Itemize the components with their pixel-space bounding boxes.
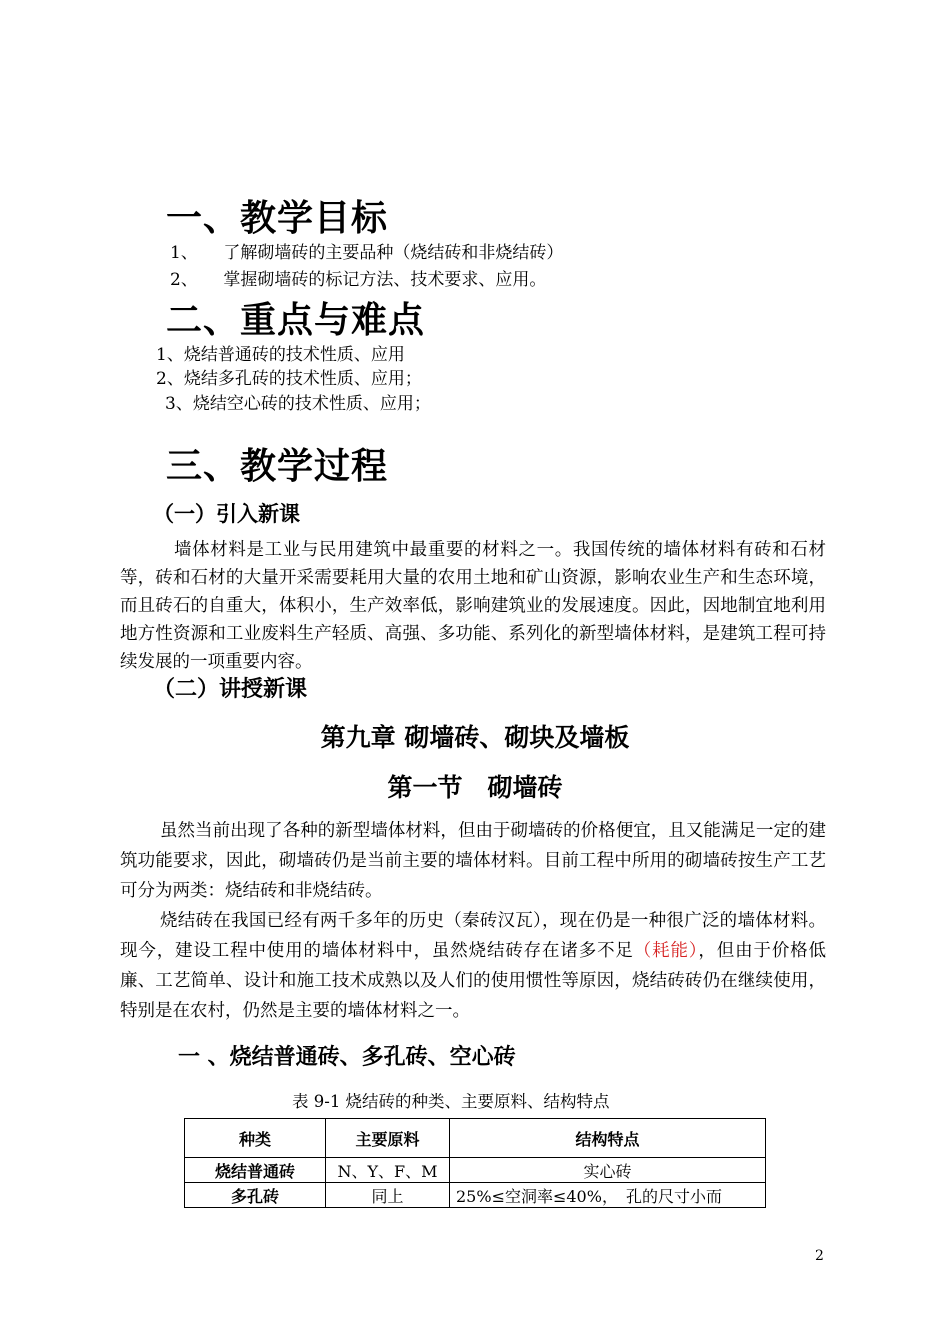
table-cell: 同上 [326, 1183, 450, 1208]
table-header-structure: 结构特点 [450, 1119, 766, 1158]
paragraph-2-text-b: ，但由于价格低廉、工艺简单、设计和施工技术成熟以及人们的使用惯性等原因，烧结砖砖仍在继续使用，特别是在农村，仍然是主要的墙体材料之一。 [120, 941, 827, 1021]
paragraph-2-highlight: （耗能） [633, 941, 699, 961]
section-3-title: 三、教学过程 [166, 446, 389, 487]
table-cell: 烧结普通砖 [185, 1158, 326, 1183]
intro-paragraph [120, 536, 826, 676]
objective-item-1: 1、 了解砌墙砖的主要品种（烧结砖和非烧结砖） [170, 243, 564, 263]
objective-item-2: 2、 掌握砌墙砖的标记方法、技术要求、应用。 [170, 270, 547, 290]
table-cell: 25%≤空洞率≤40%， 孔的尺寸小而 [450, 1183, 766, 1208]
table-cell: 实心砖 [450, 1158, 766, 1183]
table-row [185, 1183, 766, 1208]
intro-paragraph-text: 墙体材料是工业与民用建筑中最重要的材料之一。我国传统的墙体材料有砖和石材等，砖和石材的大量开采需要耗用大量的农用土地和矿山资源，影响农业生产和生态环境，而且砖石的自重大，体积小，生产效率低，影响建筑业的发展速度。因此，因地制宜地利用地方性资源和工业废料生产轻质、高强、多功能、系列化的新型墙体材料，是建筑工程可持续发展的一项重要内容。 [120, 540, 826, 672]
subheading-intro: （一）引入新课 [153, 502, 300, 526]
paragraph-2 [120, 906, 826, 1026]
chapter-title: 第九章 砌墙砖、砌块及墙板 [320, 723, 630, 752]
paragraph-1-text: 虽然当前出现了各种的新型墙体材料，但由于砌墙砖的价格便宜，且又能满足一定的建筑功能要求，因此，砌墙砖仍是当前主要的墙体材料。目前工程中所用的砌墙砖按生产工艺可分为两类：烧结砖和非烧结砖。 [120, 821, 826, 901]
keypoint-item-3: 3、烧结空心砖的技术性质、应用； [165, 394, 431, 414]
table-header-row [185, 1119, 766, 1158]
paragraph-1 [120, 816, 826, 906]
table-row [185, 1158, 766, 1183]
table-caption: 表 9-1 烧结砖的种类、主要原料、结构特点 [292, 1092, 610, 1111]
table-cell: N、Y、F、M [326, 1158, 450, 1183]
table-header-material: 主要原料 [326, 1119, 450, 1158]
section-heading: 第一节 砌墙砖 [387, 773, 563, 802]
keypoint-item-2: 2、烧结多孔砖的技术性质、应用； [156, 369, 422, 389]
section-2-title: 二、重点与难点 [166, 300, 426, 341]
section-1-title: 一、教学目标 [166, 198, 389, 239]
brick-types-table [184, 1118, 766, 1208]
paragraph-2-text-a: 烧结砖在我国已经有两千多年的历史（秦砖汉瓦），现在仍是一种很广泛的墙体材料。现今，建设工程中使用的墙体材料中，虽然烧结砖存在诸多不足 [120, 911, 826, 961]
subheading-lecture: （二）讲授新课 [153, 677, 308, 702]
subsection-title: 一 、烧结普通砖、多孔砖、空心砖 [178, 1045, 516, 1070]
keypoint-item-1: 1、烧结普通砖的技术性质、应用 [156, 345, 405, 365]
page-number: 2 [815, 1248, 824, 1264]
table-cell: 多孔砖 [185, 1183, 326, 1208]
table-header-type: 种类 [185, 1119, 326, 1158]
